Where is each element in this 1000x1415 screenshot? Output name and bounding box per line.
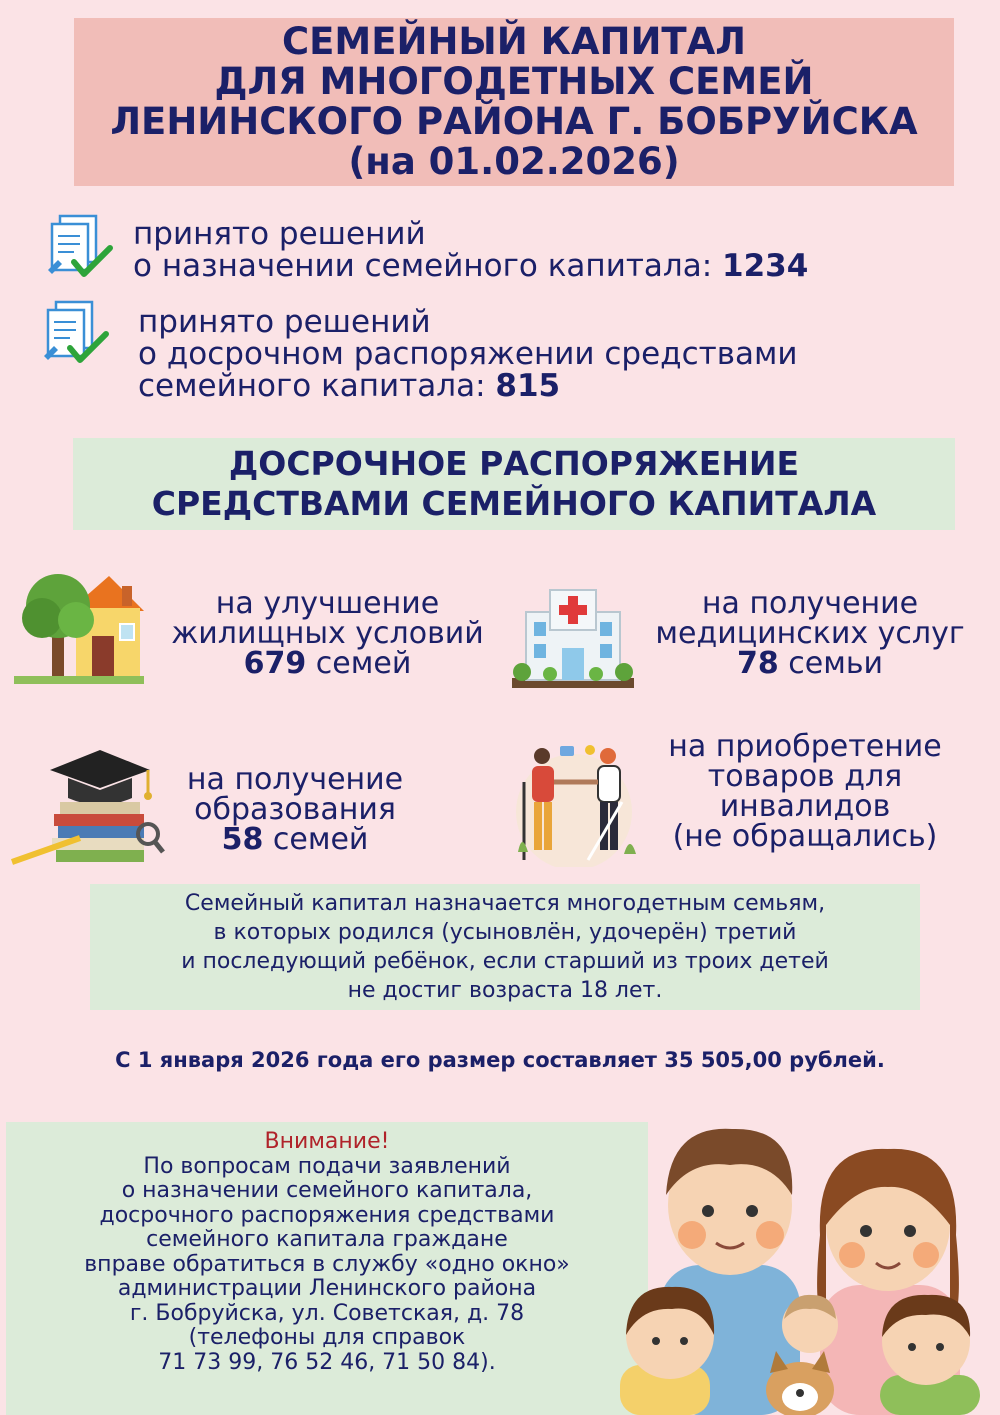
section-line-2: СРЕДСТВАМИ СЕМЕЙНОГО КАПИТАЛА (151, 484, 877, 523)
cat-disabled-line-4: (не обращались) (672, 819, 938, 854)
category-housing (150, 586, 505, 681)
stat-2-label: семейного капитала: (138, 368, 496, 404)
capital-amount-text: С 1 января 2026 года его размер составляет 35 505,00 рублей. (115, 1048, 885, 1072)
attention-title: Внимание! (264, 1129, 390, 1154)
attention-line-8: (телефоны для справок (188, 1325, 466, 1350)
attention-line-6: администрации Ленинского района (117, 1276, 537, 1301)
cat-housing-line-1: на улучшение (215, 586, 440, 621)
category-disabled-goods (640, 729, 970, 854)
cat-medical-unit: семьи (778, 646, 884, 681)
document-check-icon (44, 214, 116, 284)
attention-line-4: семейного капитала граждане (146, 1227, 508, 1252)
cat-medical-line-2: медицинских услуг (655, 616, 965, 651)
stat-2-line-3 (138, 370, 798, 402)
header-title-box (74, 18, 954, 186)
cat-education-line-2: образования (194, 792, 396, 827)
header-line-3: ЛЕНИНСКОГО РАЙОНА Г. БОБРУЙСКА (110, 100, 918, 143)
stat-1-line-2 (133, 250, 808, 282)
stat-1-value: 1234 (722, 248, 809, 284)
attention-line-5: вправе обратиться в службу «одно окно» (84, 1251, 570, 1277)
cat-housing-line-2: жилищных условий (171, 616, 484, 651)
stat-2-line-1: принято решений (138, 304, 431, 340)
attention-line-1: По вопросам подачи заявлений (143, 1153, 511, 1179)
stat-early-disposal (138, 306, 798, 402)
info-line-4: не достиг возраста 18 лет. (347, 978, 663, 1003)
cat-housing-count: 679 (243, 646, 307, 681)
attention-box (6, 1122, 648, 1415)
disabled-people-icon (512, 742, 642, 867)
cat-medical-count: 78 (736, 646, 779, 681)
cat-education-unit: семей (263, 822, 369, 857)
section-line-1: ДОСРОЧНОЕ РАСПОРЯЖЕНИЕ (228, 444, 800, 483)
info-line-2: в которых родился (усыновлён, удочерён) третий (213, 920, 797, 945)
category-medical (635, 586, 985, 681)
stat-2-value: 815 (495, 368, 561, 404)
attention-line-2: о назначении семейного капитала, (121, 1178, 533, 1203)
header-line-4: (на 01.02.2026) (348, 140, 680, 183)
cat-housing-unit: семей (306, 646, 412, 681)
cat-medical-line-1: на получение (701, 586, 919, 621)
cat-education-count-line (165, 822, 425, 857)
stat-1-line-1: принято решений (133, 216, 426, 252)
stat-decisions-assigned (133, 218, 808, 282)
graduation-books-icon (10, 742, 165, 867)
info-line-3: и последующий ребёнок, если старший из троих детей (181, 949, 829, 974)
cat-education-count: 58 (221, 822, 264, 857)
hospital-icon (508, 582, 638, 690)
section-heading-box (73, 438, 955, 530)
category-education (165, 762, 425, 857)
cat-disabled-line-2: товаров для (707, 759, 903, 794)
cat-housing-count-line (150, 646, 505, 681)
attention-line-9: 71 73 99, 76 52 46, 71 50 84). (158, 1349, 496, 1375)
info-line-1: Семейный капитал назначается многодетным семьям, (184, 891, 826, 916)
cat-disabled-line-1: на приобретение (668, 729, 942, 764)
cat-disabled-line-3: инвалидов (719, 789, 891, 824)
family-illustration (620, 1115, 995, 1415)
stat-1-label: о назначении семейного капитала: (133, 248, 722, 284)
stat-2-line-2: о досрочном распоряжении средствами (138, 336, 798, 372)
header-line-2: ДЛЯ МНОГОДЕТНЫХ СЕМЕЙ (214, 60, 814, 103)
eligibility-info-box (90, 884, 920, 1010)
attention-line-3: досрочного распоряжения средствами (99, 1202, 555, 1228)
cat-education-line-1: на получение (186, 762, 404, 797)
document-check-icon (40, 300, 112, 370)
header-line-1: СЕМЕЙНЫЙ КАПИТАЛ (281, 20, 747, 63)
attention-line-7: г. Бобруйска, ул. Советская, д. 78 (129, 1300, 525, 1326)
cat-medical-count-line (635, 646, 985, 681)
house-tree-icon (14, 566, 144, 686)
